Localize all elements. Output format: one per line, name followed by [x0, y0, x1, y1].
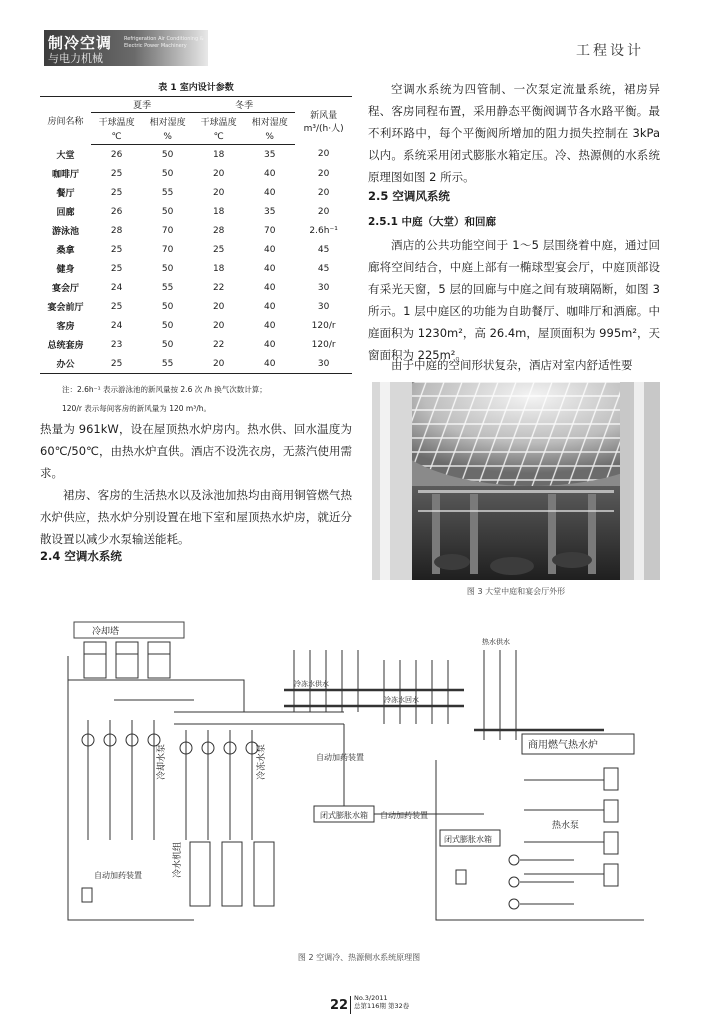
cooling-tower-2: [116, 642, 138, 678]
table-cell: 25: [110, 168, 123, 179]
gas-boiler-label: 商用燃气热水炉: [528, 740, 598, 751]
table-cell: 20: [212, 168, 225, 179]
table-cell: 20: [212, 358, 225, 369]
table-cell: 40: [263, 263, 276, 274]
schematic-diagram: [44, 620, 674, 938]
table-cell: 40: [263, 301, 276, 312]
unit-c: ℃: [193, 129, 244, 145]
row-room-name: 餐厅: [56, 189, 75, 199]
row-room-name: 健身: [56, 265, 75, 275]
left-paragraph-2: 裙房、客房的生活热水以及泳池加热均由商用铜管燃气热水炉供应，热水炉分别设置在地下室和屋顶热水炉房，就近分散设置以减少水泵输送能耗。: [40, 488, 352, 546]
section-title: 工程设计: [576, 43, 644, 59]
table-cell: 26: [110, 149, 123, 160]
col-room: 房间名称: [47, 117, 84, 128]
right-paragraph-3: 由于中庭的空间形状复杂，酒店对室内舒适性要: [391, 358, 633, 372]
table-row: [40, 259, 352, 278]
table-cell: 40: [263, 244, 276, 255]
table-cell: 22: [212, 282, 225, 293]
logo-subtitle: 与电力机械: [48, 52, 103, 65]
table-row: [40, 183, 352, 202]
unit-c: ℃: [91, 129, 142, 145]
row-room-name: 大堂: [56, 150, 75, 161]
col-summer-drybulb: 干球温度: [98, 117, 135, 128]
table-row: [40, 164, 352, 183]
table-body: [40, 145, 352, 374]
table-cell: 30: [317, 301, 330, 312]
hot-pumps: [509, 855, 574, 909]
footer-issue: [354, 994, 409, 1010]
table-row: [40, 202, 352, 221]
footer-divider: [350, 996, 351, 1014]
figure-3-caption: 图 3 大堂中庭和宴会厅外形: [466, 587, 566, 596]
atrium-photo: [372, 382, 660, 580]
table-cell: 55: [161, 187, 174, 198]
logo-title: 制冷空调: [48, 34, 113, 52]
cooling-tower-1: [84, 642, 106, 678]
return-label: 冷冻水回水: [384, 696, 419, 704]
table-cell: 2.6h⁻¹: [309, 225, 338, 236]
row-room-name: 客房: [56, 322, 75, 332]
table-note-line2: 120/r 表示每间客房的新风量为 120 m³/h。: [62, 404, 211, 413]
logo-english: Refrigeration Air Conditioning & Electric Power Machinery: [124, 36, 204, 49]
table-cell: 120/r: [311, 339, 336, 350]
table-cell: 30: [317, 282, 330, 293]
table-cell: 24: [110, 282, 123, 293]
col-winter-rh: 相对湿度: [251, 117, 288, 128]
col-fresh-air-unit: m³/(h·人): [303, 123, 344, 134]
figure-2-caption: 图 2 空调冷、热源侧水系统原理图: [297, 953, 421, 962]
cooling-tower-label: 冷却塔: [92, 627, 120, 637]
table-cell: 40: [263, 320, 276, 331]
table-cell: 18: [212, 206, 225, 217]
table-cell: 25: [212, 244, 225, 255]
dosing-device-3: 自动加药装置: [380, 811, 428, 820]
page-number: 22: [330, 998, 349, 1013]
table-cell: 50: [161, 168, 174, 179]
chiller-label: 冷水机组: [173, 841, 183, 878]
table-cell: 50: [161, 206, 174, 217]
table-cell: 40: [263, 358, 276, 369]
col-summer: 夏季: [91, 97, 193, 113]
table-cell: 20: [212, 187, 225, 198]
water-system-schematic: [44, 620, 674, 938]
table-note: [62, 380, 362, 418]
table-cell: 40: [263, 339, 276, 350]
table-caption: 表 1 室内设计参数: [158, 83, 234, 93]
row-room-name: 咖啡厅: [52, 170, 80, 180]
table-row: [40, 240, 352, 259]
table-cell: 70: [161, 225, 174, 236]
right-paragraph-2: 酒店的公共功能空间于 1～5 层围绕着中庭，通过回廊将空间结合，中庭上部有一椭球型宴会厅，中庭顶部设有采光天窗，5 层的回廊与中庭之间有玻璃隔断，如图 3 所示。1 层中庭区的功能为自助餐厅、咖啡厅和酒廊。中庭面积为 1230m²，高 26.4m，屋顶面积为 995m²，天窗面积为 225m²。: [368, 238, 660, 362]
heading-2-4: 2.4 空调水系统: [40, 549, 122, 563]
table-cell: 25: [110, 244, 123, 255]
unit-pct: %: [244, 129, 295, 145]
table-cell: 23: [110, 339, 123, 350]
table-cell: 50: [161, 263, 174, 274]
table-cell: 20: [212, 320, 225, 331]
table-cell: 30: [317, 358, 330, 369]
row-room-name: 总统套房: [47, 341, 84, 351]
table-cell: 50: [161, 149, 174, 160]
table-cell: 25: [110, 358, 123, 369]
footer-issue-number: No.3/2011: [354, 994, 388, 1002]
table-cell: 35: [263, 206, 276, 217]
cooling-pumps: [82, 720, 258, 840]
col-fresh-air-label: 新风量: [310, 110, 338, 121]
cooling-tower-group: [84, 642, 170, 678]
table-cell: 70: [263, 225, 276, 236]
row-room-name: 回廊: [56, 208, 75, 218]
col-fresh-air: [295, 97, 352, 145]
cooling-pump-label: 冷却水泵: [157, 743, 167, 780]
table-cell: 24: [110, 320, 123, 331]
footer-issue-total: 总第116期 第32卷: [354, 1002, 410, 1010]
table-cell: 70: [161, 244, 174, 255]
left-paragraph-1: 热量为 961kW，设在屋顶热水炉房内。热水供、回水温度为 60℃/50℃，由热水炉直供。酒店不设洗衣房，无蒸汽使用需求。: [40, 422, 352, 480]
table-cell: 55: [161, 358, 174, 369]
table-cell: 50: [161, 339, 174, 350]
table-cell: 25: [110, 301, 123, 312]
row-room-name: 宴会厅: [52, 284, 80, 294]
heading-2-5: 2.5 空调风系统: [368, 189, 450, 203]
cooling-tower-3: [148, 642, 170, 678]
table-cell: 55: [161, 282, 174, 293]
table-cell: 26: [110, 206, 123, 217]
table-cell: 22: [212, 339, 225, 350]
row-room-name: 桑拿: [56, 246, 75, 256]
journal-logo: [44, 30, 208, 66]
chillers: [190, 842, 274, 906]
expansion-tank-1-label: 闭式膨胀水箱: [320, 811, 368, 820]
table-cell: 50: [161, 320, 174, 331]
table-row: [40, 354, 352, 374]
table-row: [40, 145, 352, 165]
table-cell: 120/r: [311, 320, 336, 331]
table-note-line1: 注：2.6h⁻¹ 表示游泳池的新风量按 2.6 次 /h 换气次数计算；: [62, 385, 267, 394]
row-room-name: 宴会前厅: [47, 303, 84, 313]
supply-label: 冷冻水供水: [294, 680, 329, 688]
table-cell: 45: [317, 244, 330, 255]
col-winter: 冬季: [193, 97, 295, 113]
dosing-device-2: 自动加药装置: [316, 753, 364, 762]
col-winter-drybulb: 干球温度: [200, 117, 237, 128]
table-cell: 35: [263, 149, 276, 160]
row-room-name: 游泳池: [52, 227, 80, 237]
table-cell: 20: [317, 149, 330, 160]
hot-supply-label: 热水供水: [482, 638, 510, 646]
table-row: [40, 297, 352, 316]
table-cell: 40: [263, 168, 276, 179]
design-parameters-table: [40, 96, 352, 374]
heading-2-5-1: 2.5.1 中庭（大堂）和回廊: [368, 216, 497, 228]
row-room-name: 办公: [56, 360, 75, 370]
table-row: [40, 316, 352, 335]
table-cell: 18: [212, 263, 225, 274]
table-row: [40, 221, 352, 240]
table-cell: 45: [317, 263, 330, 274]
col-summer-rh: 相对湿度: [149, 117, 186, 128]
dosing-device-1: 自动加药装置: [94, 871, 142, 880]
table-cell: 28: [110, 225, 123, 236]
cooling-tower-header: [74, 622, 184, 638]
table-cell: 28: [212, 225, 225, 236]
table-cell: 40: [263, 187, 276, 198]
atrium-photo-illustration: [372, 382, 660, 580]
right-paragraph-1: 空调水系统为四管制、一次泵定流量系统，裙房异程、客房同程布置，采用静态平衡阀调节各水路平衡。最不利环路中，每个平衡阀所增加的阻力损失控制在 3kPa 以内。系统采用闭式膨胀水箱定压。冷、热源侧的水系统原理图如图 2 所示。: [368, 82, 660, 184]
unit-pct: %: [142, 129, 193, 145]
table-cell: 18: [212, 149, 225, 160]
table-cell: 20: [212, 301, 225, 312]
table-cell: 40: [263, 282, 276, 293]
table-cell: 25: [110, 263, 123, 274]
table-cell: 20: [317, 168, 330, 179]
table-row: [40, 335, 352, 354]
table-cell: 20: [317, 206, 330, 217]
hot-pump-label: 热水泵: [552, 821, 580, 831]
chilled-pump-label: 冷冻水泵: [257, 743, 267, 780]
table-row: [40, 278, 352, 297]
table-cell: 50: [161, 301, 174, 312]
expansion-tank-2-label: 闭式膨胀水箱: [444, 835, 492, 844]
table-cell: 20: [317, 187, 330, 198]
table-cell: 25: [110, 187, 123, 198]
